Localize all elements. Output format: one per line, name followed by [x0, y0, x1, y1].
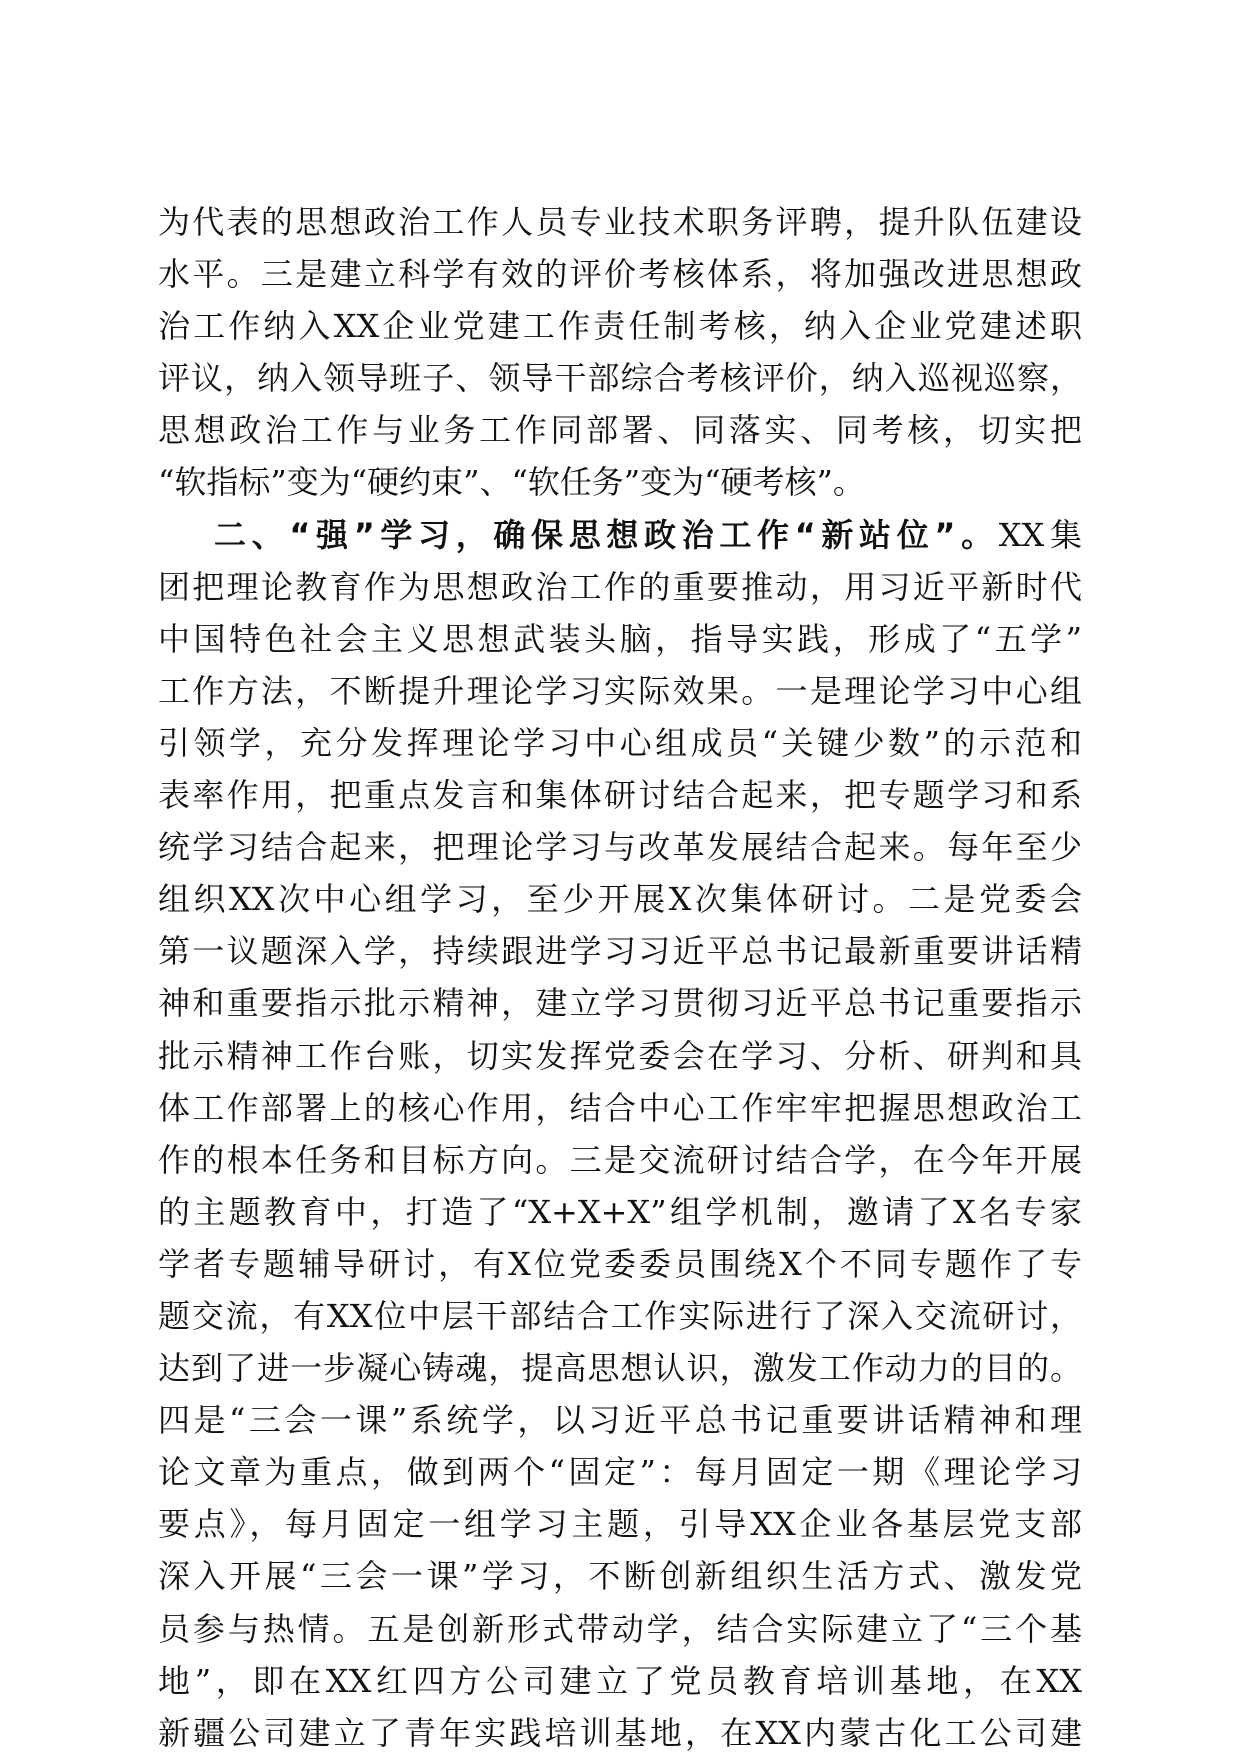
paragraph-2-line: 统学习结合起来，把理论学习与改革发展结合起来。每年至少: [158, 828, 1082, 867]
paragraph-2-line: 工作方法，不断提升理论学习实际效果。一是理论学习中心组: [158, 671, 1082, 710]
paragraph-1-line: 思想政治工作与业务工作同部署、同落实、同考核，切实把: [158, 411, 1082, 450]
paragraph-2-line: 四是“三会一课”系统学，以习近平总书记重要讲话精神和理: [158, 1401, 1082, 1440]
paragraph-2-first-line: [158, 509, 1082, 561]
section-heading: 二、“强”学习，确保思想政治工作“新站位”。: [214, 515, 999, 554]
paragraph-2-line: 引领学，充分发挥理论学习中心组成员“关键少数”的示范和: [158, 723, 1082, 762]
paragraph-2-line: 神和重要指示批示精神，建立学习贯彻习近平总书记重要指示: [158, 984, 1082, 1023]
paragraph-2-line: 题交流，有XX位中层干部结合工作实际进行了深入交流研讨，: [158, 1296, 1082, 1335]
paragraph-2-line: 达到了进一步凝心铸魂，提高思想认识，激发工作动力的目的。: [158, 1349, 1082, 1388]
paragraph-2-line: 深入开展“三会一课”学习，不断创新组织生活方式、激发党: [158, 1557, 1082, 1596]
paragraph-1-line: “软指标”变为“硬约束”、“软任务”变为“硬考核”。: [158, 463, 865, 502]
paragraph-2-line: 论文章为重点，做到两个“固定”：每月固定一期《理论学习: [158, 1453, 1082, 1492]
paragraph-1-line: 为代表的思想政治工作人员专业技术职务评聘，提升队伍建设: [158, 203, 1082, 241]
paragraph-2-line: 要点》，每月固定一组学习主题，引导XX企业各基层党支部: [158, 1505, 1082, 1544]
paragraph-2-line: 地”，即在XX红四方公司建立了党员教育培训基地，在XX: [158, 1661, 1082, 1700]
paragraph-2-line: 学者专题辅导研讨，有X位党委委员围绕X个不同专题作了专: [158, 1244, 1082, 1283]
paragraph-1-line: 评议，纳入领导班子、领导干部综合考核评价，纳入巡视巡察，: [158, 359, 1082, 398]
paragraph-2-first-line-rest: XX集: [998, 515, 1082, 554]
paragraph-1-line: 水平。三是建立科学有效的评价考核体系，将加强改进思想政: [158, 255, 1082, 294]
paragraph-2-line: 表率作用，把重点发言和集体研讨结合起来，把专题学习和系: [158, 776, 1082, 815]
paragraph-2-line: 体工作部署上的核心作用，结合中心工作牢牢把握思想政治工: [158, 1088, 1082, 1127]
paragraph-2-line: 员参与热情。五是创新形式带动学，结合实际建立了“三个基: [158, 1609, 1082, 1648]
document-body: [158, 196, 1082, 1759]
paragraph-2-line: 新疆公司建立了青年实践培训基地，在XX内蒙古化工公司建: [158, 1713, 1082, 1752]
paragraph-1-line: 治工作纳入XX企业党建工作责任制考核，纳入企业党建述职: [158, 307, 1082, 346]
paragraph-2-line: 团把理论教育作为思想政治工作的重要推动，用习近平新时代: [158, 567, 1082, 606]
paragraph-2-line: 批示精神工作台账，切实发挥党委会在学习、分析、研判和具: [158, 1036, 1082, 1075]
paragraph-2-line: 中国特色社会主义思想武装头脑，指导实践，形成了“五学”: [158, 619, 1082, 658]
paragraph-2-line: 组织XX次中心组学习，至少开展X次集体研讨。二是党委会: [158, 880, 1082, 919]
paragraph-2-line: 的主题教育中，打造了“X+X+X”组学机制，邀请了X名专家: [158, 1192, 1082, 1231]
paragraph-2-line: 作的根本任务和目标方向。三是交流研讨结合学，在今年开展: [158, 1140, 1082, 1179]
paragraph-2-line: 第一议题深入学，持续跟进学习习近平总书记最新重要讲话精: [158, 932, 1082, 971]
